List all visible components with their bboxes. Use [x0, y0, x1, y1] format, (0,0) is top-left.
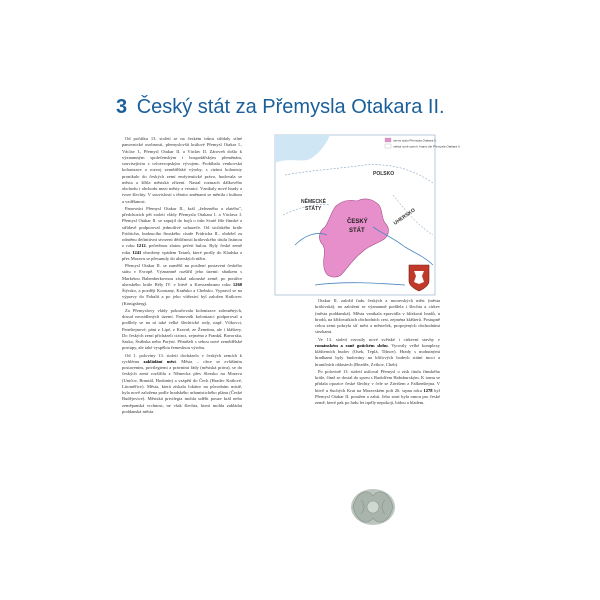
paragraph: Panovníci Přemysl Otakar II., král „železného a zlatého", předchozích pět století vlády Přemysla Otakara I. a Václava I. Přemysl Otakar II. se zapojil do bojů o trůn Svaté říše římské a střídavě podporoval jednotlivé uchazeče. Od sicilského krále Fridricha, budoucího římského císaře Fridricha II., obdržel za odměnu definitivní stvrzení dědičnosti královského titulu listinou z roku 1212, pečetěnou zlatou pečetí bulou. Byly české země roku 1241 ohroženy vpádem Tatarů, které prošly do Kladska a přes Moravu se přesunuly do uherských nížin. [122, 205, 242, 261]
chapter-title: Český stát za Přemysla Otakara II. [136, 96, 445, 118]
page [110, 40, 490, 560]
map-label-uhersko: UHERSKO [392, 207, 417, 227]
right-text-column [315, 298, 440, 407]
paragraph: Po polovině 13. století usiloval Přemysl o zisk titulu římského krále, čímž se dostal do sporu s Rudolfem Habsburským. K tomu se přidala opozice české šlechty v čele se Závišem z Falkenštejna. V bitvě u Suchých Krut na Moravském poli 26. srpna roku 1278 byl Přemysl Otakar II. poražen a zabit. Jeho smrt byla ranou pro české země, které pak po řadu let trpěly nepokoji, bídou a hladem. [315, 368, 440, 405]
paragraph: Od počátku 13. století se na českém trůnu střídaly silné panovnické osobnosti, přemyslovští králové Přemysl Otakar I., Václav I., Přemysl Otakar II. a Václav II. Zároveň došlo k významným společenským i hospodářským přeměnám, souvisejícím s celoevropským vývojem. Probíhala venkovská kolonizace a rozvoj zemědělské výroby, s cizími kolonisty pronikalo do českých zemí emfyteutické právo, budovala se města a šířila městská zřízení. Nastal rozmach dálkového obchodu i obchodu mezi městy a vesnicí. Vznikaly nové hrady a tvrze šlechty. V souvislosti s těmito změnami se měnila i kultura a vzdělanost. [122, 136, 242, 204]
paragraph: Otakar II. založil řadu českých a moravských měst (města královská), na založení se významně podílela i šlechta a církev (města poddanská). Města vznikala zpravidla v blízkosti hradů, u brodů, na křižovatkách obchodních cest, zejména klášterů. Postupně celou zemi pokryla síť měst a městeček, propojených obchodními stezkami. [315, 298, 440, 335]
left-text-column [122, 136, 242, 416]
page-title [116, 96, 445, 119]
chapter-number: 3 [116, 96, 128, 118]
paragraph: Od 1. poloviny 13. století docházelo v českých zemích k rychlému zakládání měst. Města – obce se zvláštním postavením, privilegiemi a právními řády (městská práva), se do českých zemí rozšířila z Německa přes Slezsko na Moravu (Uničov, Bruntál, Hodonín) a vzápětí do Čech (Hradec Králové, Litoměřice). Města, která získala lokátor na původním místě, byla nově založena podle hradského urbanistického plánu (České Budějovice). Městská privilegia mohla udělit pouze král nebo zeměpanská vrchnost, ne však šlechta, která mohla zakládat poddanská města. [122, 352, 242, 414]
paragraph: Ve 13. století vzrostly nové světské i církevní stavby v románském a raně gotickém slohu. Vyrostly velké komplexy klášterních budov (Osek, Teplá, Tišnov). Hrady s mohutnými hradbami byly budovány na klíčových bodech státní moci a hraničních oblastech (Bezděz, Zvíkov, Cheb). [315, 336, 440, 367]
legend-swatch [385, 144, 391, 148]
legend-label: města nově upevň. hranic dle Přemysla Otakara II. [393, 144, 461, 149]
legend-label: území státu Přemysla Otakara II. [393, 138, 437, 143]
map-label-nemecke: NĚMECKÉ [301, 199, 327, 205]
map-label-stat: STÁT [349, 228, 365, 234]
paragraph: Přemysl Otakar II. se zaměřil na posílení postavení českého státu v Evropě. Významně rozšířil jeho území: sňatkem s Markétou Babenberkovnou získal rakouské země, po porážce uherského krále Bély IV. v bitvě u Kressenbrunu roku 1260 Štýrsko, a později Korutany, Kraňsko a Chebsko. Vypravil se na výpravy do Pobaltí a po jeho vítězství byl založen Královec (Königsberg). [122, 263, 242, 306]
map-label-polsko: POLSKO [373, 171, 395, 177]
stone-ornament-icon [343, 482, 403, 532]
paragraph: Za Přemyslovy vlády pokračovala kolonizace zalesněných, dosud neosídlených území. Panovník kolonizaci podporoval a podílely se na ní také velké šlechtické rody, např. Vítkovci, Pernštejnové, páni z Lipé, z Kravař, ze Ženetina, ale i kláštery. Do českých zemí přicházeli cizinci, zejména z Franků, Bavorska, Saska, Švábska nebo Porýní. Přinášeli s sebou nové zemědělské postupy, ale také vyspělou řemeslnou výrobu. [122, 307, 242, 351]
historical-map [275, 135, 461, 295]
map-label-staty: STÁTY [305, 206, 322, 212]
map-label-cesky: ČESKÝ [347, 219, 368, 225]
legend-swatch [385, 138, 391, 142]
